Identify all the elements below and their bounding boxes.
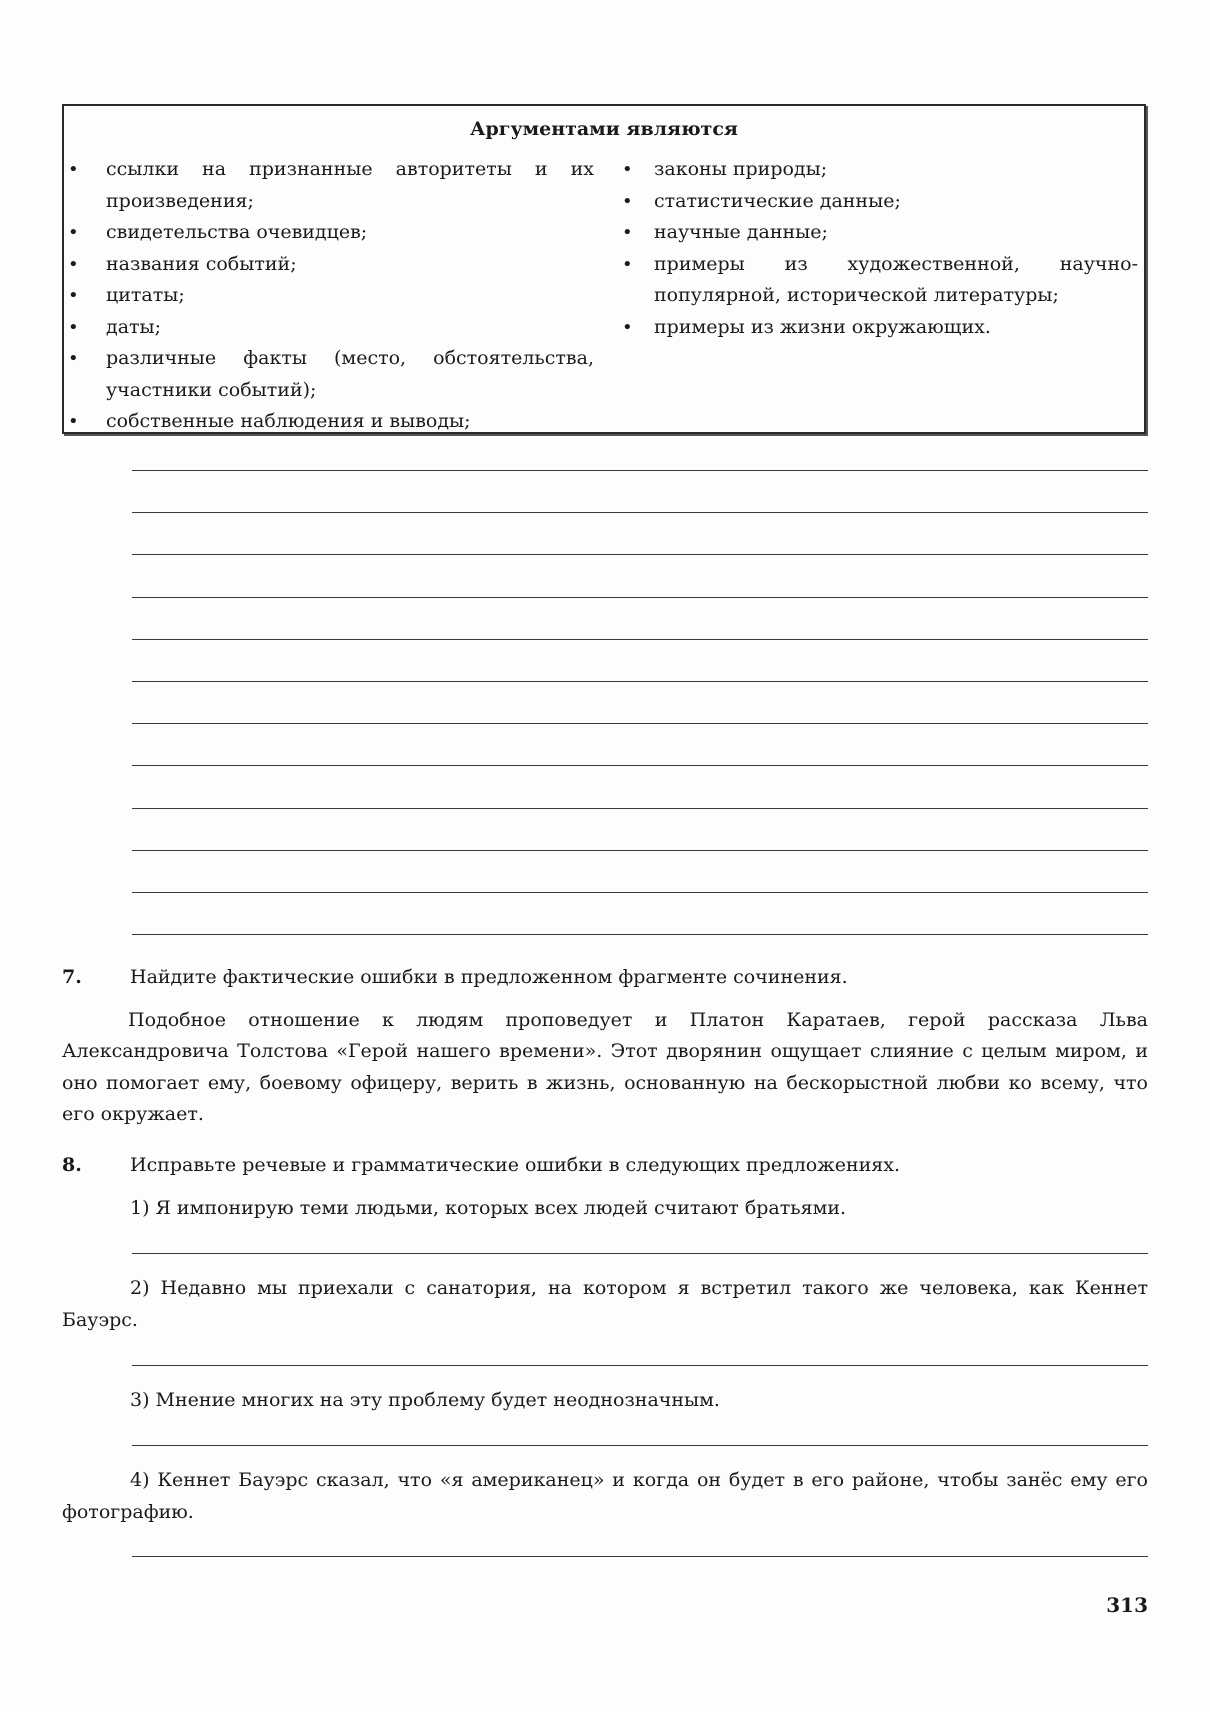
page-number: 313 [1106,1593,1148,1617]
bullet-icon: • [622,253,633,275]
bullet-icon: • [68,348,79,369]
bullet-icon: • [68,316,79,338]
answer-line[interactable] [132,765,1148,766]
list-item: • цитаты; [64,280,594,312]
answer-line[interactable] [132,850,1148,851]
bullet-icon: • [68,222,79,243]
answer-line[interactable] [132,723,1148,724]
bullet-icon: • [68,159,79,180]
answer-line[interactable] [132,808,1148,809]
answer-line[interactable] [132,681,1148,682]
answer-line[interactable] [132,639,1148,640]
answer-line[interactable] [132,934,1148,935]
answer-line[interactable] [132,554,1148,555]
sentence-1: 1) Я импонирую теми людьми, которых всех людей считают братьями. [130,1197,847,1219]
bullet-icon: • [622,222,633,243]
list-item: • научные данные; [612,217,1138,249]
answer-line[interactable] [132,1556,1148,1557]
list-item: • собственные наблюдения и выводы; [64,406,594,438]
answer-line[interactable] [132,597,1148,598]
arguments-list-right [612,154,1138,343]
task-number: 8. [62,1154,82,1176]
essay-fragment: Подобное отношение к людям проповедует и Платон Каратаев, герой рассказа Льва Александровича Толстова «Герой нашего времени». Этот дворянин ощущает слияние с целым миром, и оно помогает ему, боевому офицеру, верить в жизнь, основанную на бескорыстной любви ко всему, что его окружает. [62,1008,1148,1125]
sentence-4: 4) Кеннет Бауэрс сказал, что «я американец» и когда он будет в его районе, чтобы занёс ему его фотографию. [62,1469,1148,1523]
answer-line[interactable] [132,1365,1148,1366]
bullet-icon: • [622,190,633,212]
list-item: • примеры из жизни окружающих. [612,312,1138,344]
task-title: Найдите фактические ошибки в предложенном фрагменте сочинения. [130,966,848,988]
bullet-icon: • [622,316,633,338]
answer-line[interactable] [132,1253,1148,1254]
bullet-icon: • [622,159,633,180]
list-item: • ссылки на признанные авторитеты и их произведения; [64,154,594,217]
answer-line[interactable] [132,512,1148,513]
task-number: 7. [62,966,82,988]
answer-line[interactable] [132,892,1148,893]
list-item: • примеры из художественной, научно-популярной, исторической литературы; [612,249,1138,312]
sentence-2: 2) Недавно мы приехали с санатория, на котором я встретил такого же человека, как Кеннет Бауэрс. [62,1277,1148,1331]
bullet-icon: • [68,285,79,306]
answer-line[interactable] [132,1445,1148,1446]
sentence-3: 3) Мнение многих на эту проблему будет неоднозначным. [130,1389,720,1411]
list-item: • даты; [64,312,594,344]
task-7 [62,962,1148,1131]
task-title: Исправьте речевые и грамматические ошибки в следующих предложениях. [130,1154,901,1176]
arguments-list-left [64,154,594,438]
list-item: • статистические данные; [612,186,1138,218]
list-item: • названия событий; [64,249,594,281]
list-item: • различные факты (место, обстоятельства, участники событий); [64,343,594,406]
bullet-icon: • [68,253,79,275]
answer-lines [132,470,1148,976]
list-item: • законы природы; [612,154,1138,186]
list-item: • свидетельства очевидцев; [64,217,594,249]
bullet-icon: • [68,411,79,432]
arguments-box [62,104,1146,434]
task-8 [62,1150,1148,1182]
answer-line[interactable] [132,470,1148,471]
arguments-box-title: Аргументами являются [470,118,738,140]
